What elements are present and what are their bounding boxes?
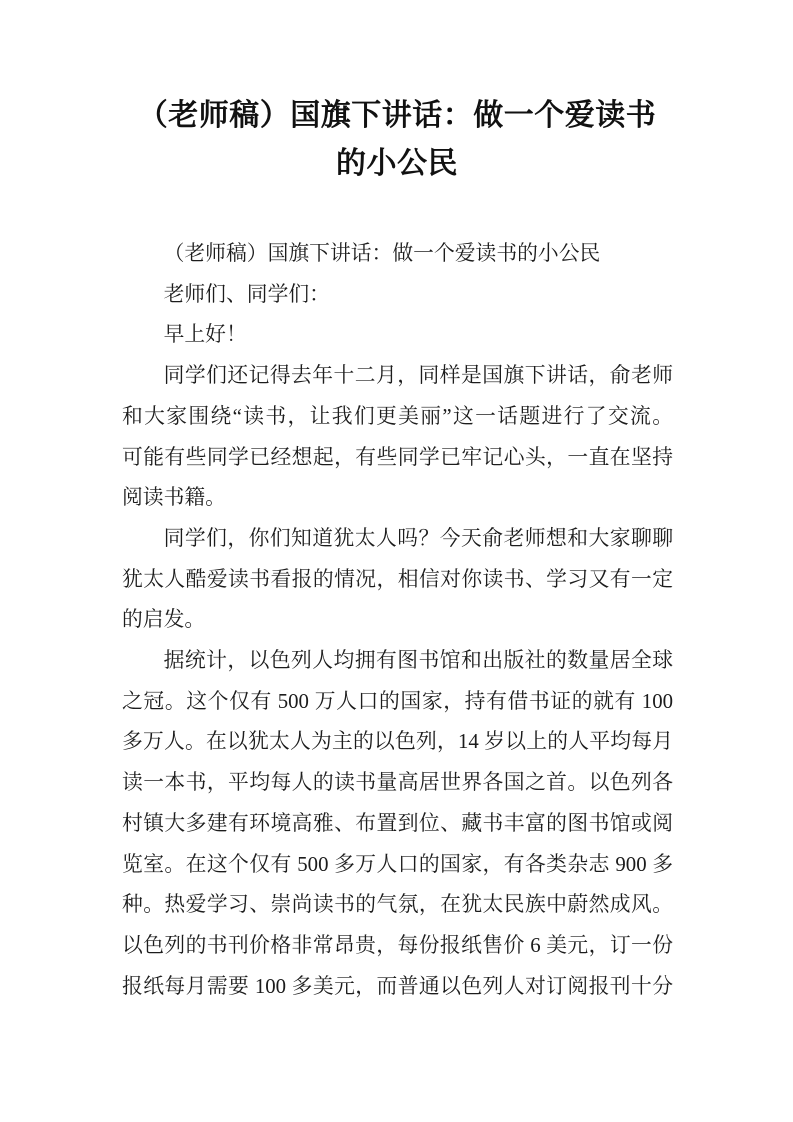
text-line: 以色列的书刊价格非常昂贵，每份报纸售价 6 美元，订一份 — [122, 933, 673, 957]
text-line: 的启发。 — [122, 608, 206, 632]
text-line: 多万人。在以犹太人为主的以色列，14 岁以上的人平均每月 — [122, 730, 673, 754]
text-line: 据统计，以色列人均拥有图书馆和出版社的数量居全球 — [163, 649, 673, 673]
title-line: （老师稿）国旗下讲话：做一个爱读书 — [137, 99, 657, 132]
text-line: 可能有些同学已经想起，有些同学已牢记心头，一直在坚持 — [122, 445, 673, 469]
text-line: 村镇大多建有环境高雅、布置到位、藏书丰富的图书馆或阅 — [122, 811, 673, 835]
text-line: （老师稿）国旗下讲话：做一个爱读书的小公民 — [163, 242, 601, 265]
text-line: 报纸每月需要 100 多美元，而普通以色列人对订阅报刊十分 — [122, 974, 673, 998]
text-line: 同学们还记得去年十二月，同样是国旗下讲话，俞老师 — [163, 364, 673, 388]
text-line: 之冠。这个仅有 500 万人口的国家，持有借书证的就有 100 — [122, 689, 673, 713]
document-title — [122, 92, 672, 188]
text-line: 同学们，你们知道犹太人吗？今天俞老师想和大家聊聊 — [163, 526, 673, 550]
text-line: 种。热爱学习、崇尚读书的气氛，在犹太民族中蔚然成风。 — [122, 893, 673, 917]
text-line: 老师们、同学们： — [163, 282, 330, 306]
text-line: 和大家围绕“读书，让我们更美丽”这一话题进行了交流。 — [122, 404, 673, 428]
text-line: 阅读书籍。 — [122, 486, 226, 510]
text-line: 览室。在这个仅有 500 多万人口的国家，有各类杂志 900 多 — [122, 852, 673, 876]
text-line: 早上好！ — [163, 323, 247, 347]
text-line: 读一本书，平均每人的读书量高居世界各国之首。以色列各 — [122, 771, 673, 795]
document-body — [122, 234, 673, 1007]
title-line: 的小公民 — [336, 147, 458, 180]
text-line: 犹太人酷爱读书看报的情况，相信对你读书、学习又有一定 — [122, 567, 673, 591]
